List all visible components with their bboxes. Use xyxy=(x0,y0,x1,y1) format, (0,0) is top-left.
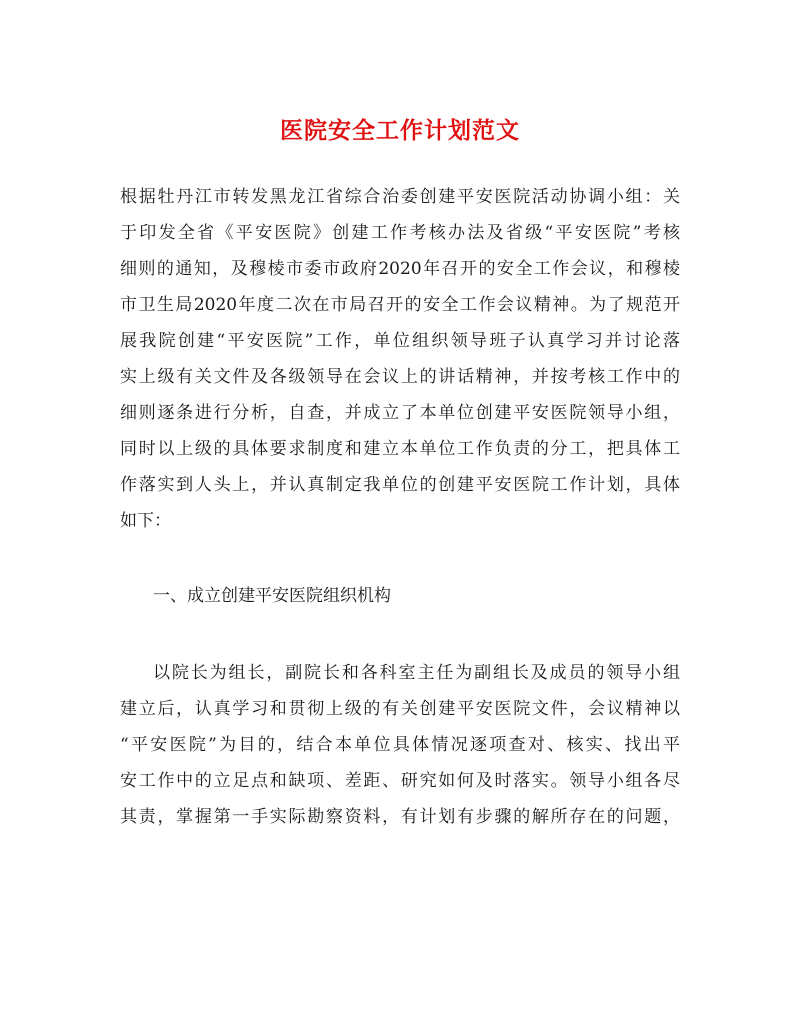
paragraph-line: 以院长为组长，副院长和各科室主任为副组长及成员的领导小组 xyxy=(153,663,680,683)
paragraph-line: 建立后，认真学习和贯彻上级的有关创建平安医院文件，会议精神以 xyxy=(120,699,680,719)
paragraph-line: 细则逐条进行分析，自查，并成立了本单位创建平安医院领导小组， xyxy=(120,403,680,423)
paragraph-line: 细则的通知，及穆棱市委市政府2020年召开的安全工作会议，和穆棱 xyxy=(120,259,680,279)
section-heading: 一、成立创建平安医院组织机构 xyxy=(153,586,391,606)
paragraph-line: 根据牡丹江市转发黑龙江省综合治委创建平安医院活动协调小组：关 xyxy=(120,187,680,207)
paragraph-line: 同时以上级的具体要求制度和建立本单位工作负责的分工，把具体工 xyxy=(120,439,680,459)
document-title: 医院安全工作计划范文 xyxy=(280,117,520,144)
paragraph-line: 于印发全省《平安医院》创建工作考核办法及省级“平安医院”考核 xyxy=(120,223,680,243)
paragraph-line: 其责，掌握第一手实际勘察资料，有计划有步骤的解所存在的问题， xyxy=(120,807,680,827)
paragraph-line: 市卫生局2020年度二次在市局召开的安全工作会议精神。为了规范开 xyxy=(120,295,680,315)
paragraph-line: 安工作中的立足点和缺项、差距、研究如何及时落实。领导小组各尽 xyxy=(120,771,680,791)
paragraph-line: 作落实到人头上，并认真制定我单位的创建平安医院工作计划，具体 xyxy=(120,475,680,495)
paragraph-line: “平安医院”为目的，结合本单位具体情况逐项查对、核实、找出平 xyxy=(120,735,680,755)
paragraph-line: 展我院创建“平安医院”工作，单位组织领导班子认真学习并讨论落 xyxy=(120,331,680,351)
paragraph-line: 如下： xyxy=(120,511,171,531)
paragraph-line: 实上级有关文件及各级领导在会议上的讲话精神，并按考核工作中的 xyxy=(120,367,680,387)
